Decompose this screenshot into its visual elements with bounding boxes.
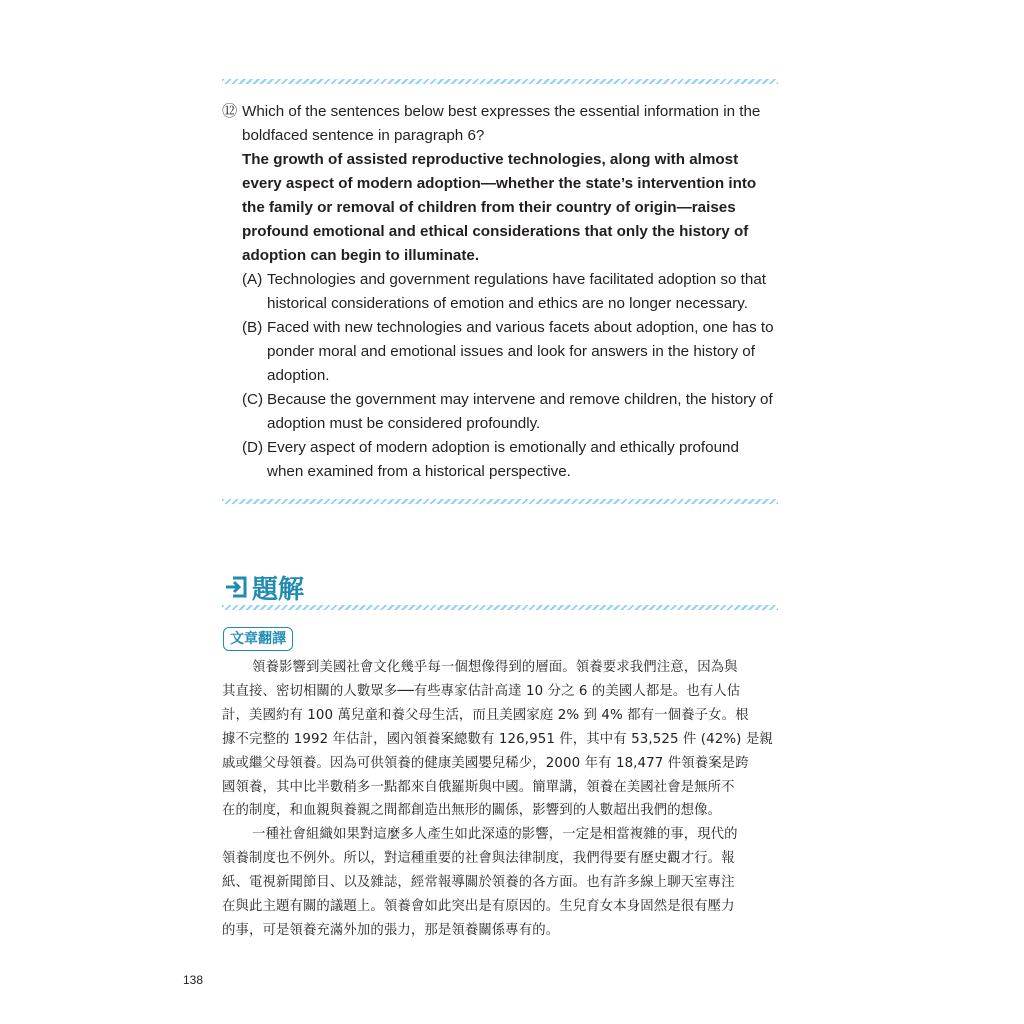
translation-line: 一種社會組織如果對這麼多人產生如此深遠的影響，一定是相當複雜的事，現代的: [252, 827, 738, 843]
section-title: 題解: [252, 574, 305, 605]
option-label: (B): [242, 319, 263, 336]
page-number: 138: [183, 973, 204, 987]
option-d-continuation: when examined from a historical perspective.: [267, 463, 571, 480]
translation-line: 計，美國約有 100 萬兒童和養父母生活，而且美國家庭 2% 到 4% 都有一個養子女。根: [222, 707, 749, 723]
question-stem-line-2: boldfaced sentence in paragraph 6?: [242, 127, 485, 144]
option-c: (C) Because the government may intervene and remove children, the history of: [222, 388, 782, 412]
option-label: (D): [242, 439, 264, 456]
translation-text: [222, 656, 782, 943]
option-b: (B) Faced with new technologies and various facets about adoption, one has to: [222, 316, 782, 340]
bold-sentence-line: adoption can begin to illuminate.: [242, 247, 480, 264]
middle-divider: [222, 499, 778, 504]
option-b-continuation: adoption.: [267, 367, 330, 384]
translation-line: 其直接、密切相關的人數眾多──有些專家估計高達 10 分之 6 的美國人都是。也有人估: [222, 683, 741, 699]
translation-line: 國領養，其中比半數稍多一點都來自俄羅斯與中國。簡單講，領養在美國社會是無所不: [222, 779, 735, 795]
option-a: (A) Technologies and government regulations have facilitated adoption so that: [222, 268, 782, 292]
translation-line: 的事，可是領養充滿外加的張力，那是領養關係專有的。: [222, 922, 560, 938]
arrow-into-box-icon: [224, 575, 248, 599]
translation-badge: 文章翻譯: [223, 627, 293, 651]
option-b-continuation: ponder moral and emotional issues and look for answers in the history of: [267, 343, 755, 360]
bold-sentence-line: profound emotional and ethical considerations that only the history of: [242, 223, 749, 240]
option-d: (D) Every aspect of modern adoption is emotionally and ethically profound: [222, 436, 782, 460]
translation-line: 領養影響到美國社會文化幾乎每一個想像得到的層面。領養要求我們注意，因為與: [252, 660, 738, 675]
option-label: (A): [242, 271, 263, 288]
option-a-continuation: historical considerations of emotion and ethics are no longer necessary.: [267, 295, 748, 312]
bold-sentence-line: every aspect of modern adoption—whether the state’s intervention into: [242, 175, 757, 192]
translation-line: 戚或繼父母領養。因為可供領養的健康美國嬰兒稀少，2000 年有 18,477 件領養案是跨: [222, 755, 749, 771]
translation-line: 據不完整的 1992 年估計，國內領養案總數有 126,951 件，其中有 53,525 件 (42%) 是親: [222, 731, 773, 747]
option-c-continuation: adoption must be considered profoundly.: [267, 415, 541, 432]
question-number: ⑫: [222, 103, 238, 120]
question-block: [222, 100, 782, 484]
translation-line: 領養制度也不例外。所以，對這種重要的社會與法律制度，我們得要有歷史觀才行。報: [222, 851, 735, 867]
translation-line: 在與此主題有關的議題上。領養會如此突出是有原因的。生兒育女本身固然是很有壓力: [222, 899, 735, 915]
translation-line: 紙、電視新聞節目、以及雜誌，經常報導關於領養的各方面。也有許多線上聊天室專注: [222, 875, 735, 891]
top-divider: [222, 79, 778, 84]
bold-sentence-line: the family or removal of children from their country of origin—raises: [242, 199, 736, 216]
translation-line: 在的制度，和血親與養親之間都創造出無形的關係，影響到的人數超出我們的想像。: [222, 803, 722, 819]
question-stem-line-1: ⑫ Which of the sentences below best expresses the essential information in the: [222, 100, 782, 124]
section-heading: [224, 570, 304, 604]
option-label: (C): [242, 391, 264, 408]
bold-sentence-line: The growth of assisted reproductive technologies, along with almost: [242, 151, 739, 168]
section-divider: [222, 605, 778, 610]
